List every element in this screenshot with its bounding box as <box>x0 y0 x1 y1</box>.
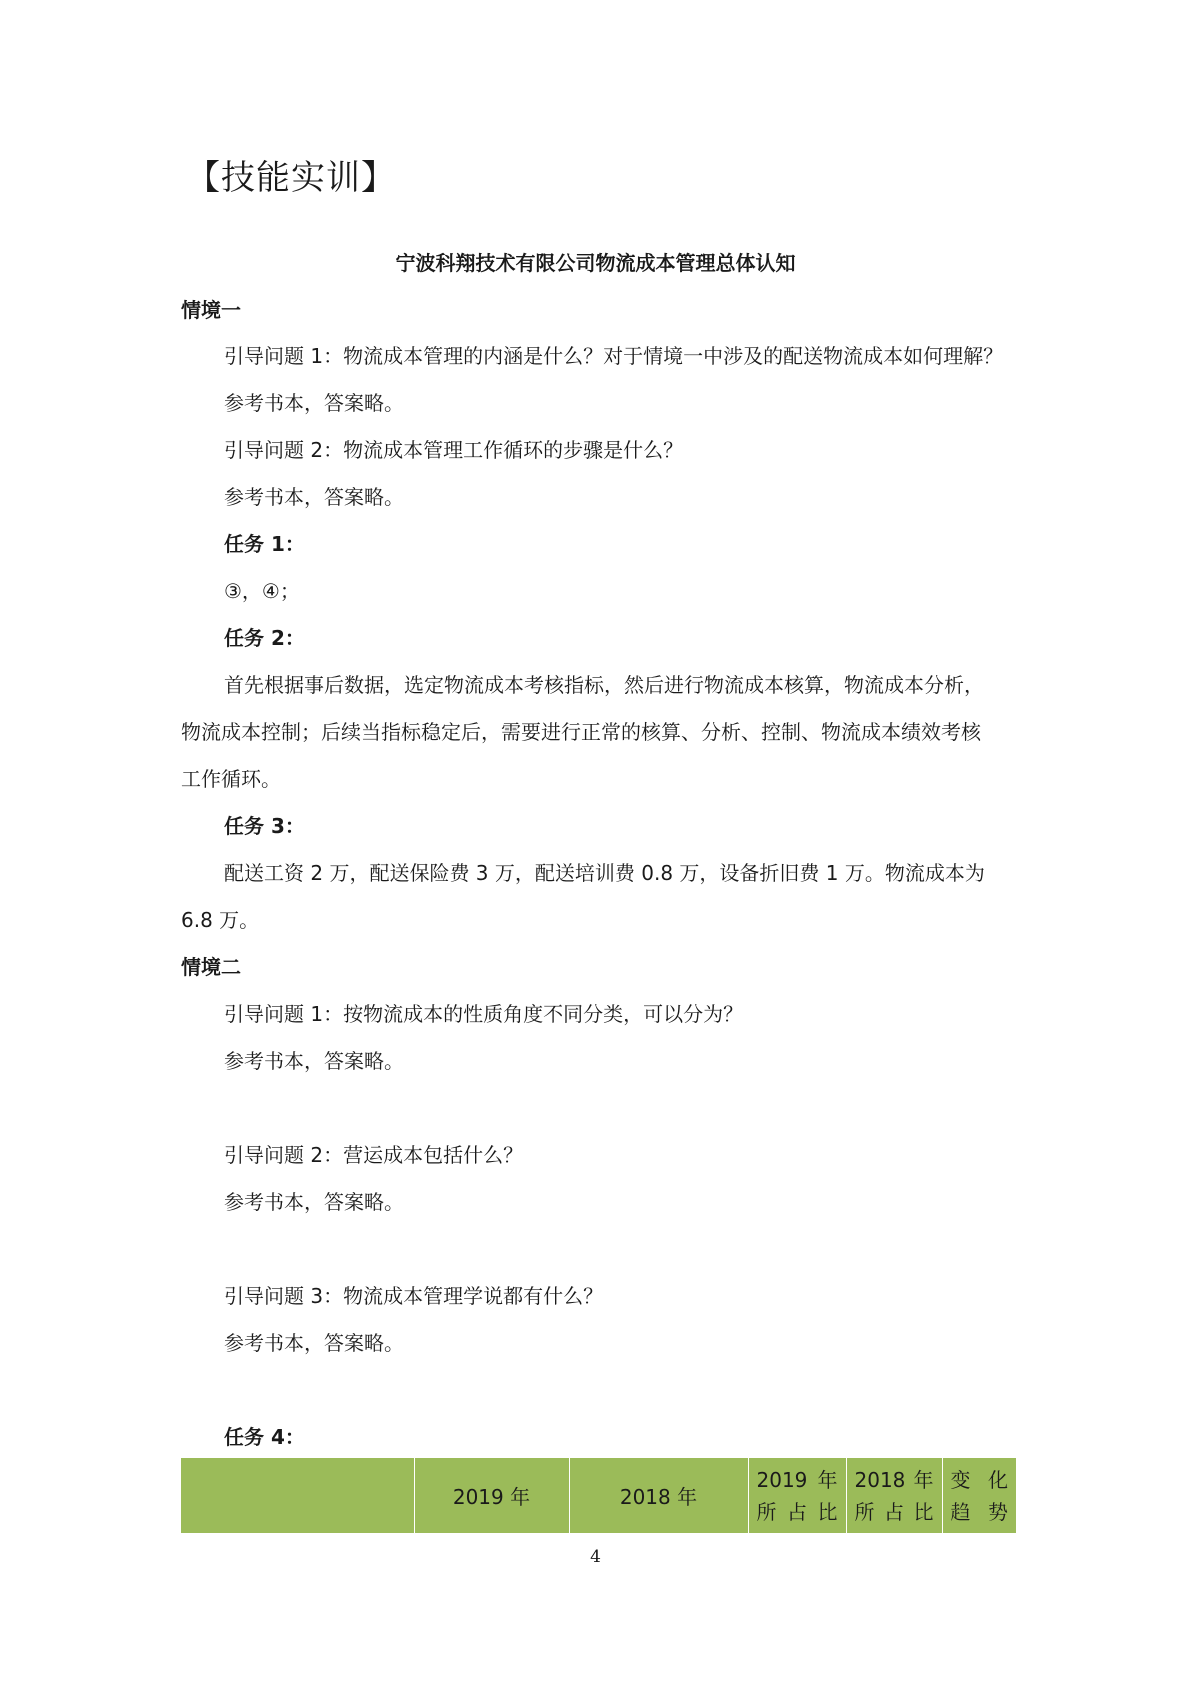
table-header-trend <box>942 1458 1016 1533</box>
scenario1-question1: 引导问题 1：物流成本管理的内涵是什么？对于情境一中涉及的配送物流成本如何理解？ <box>224 344 1004 368</box>
task1-label: 任务 1： <box>224 532 305 556</box>
header-2018-share-line1: 2018 年 <box>854 1467 934 1492</box>
scenario1-question2: 引导问题 2：物流成本管理工作循环的步骤是什么？ <box>224 438 684 462</box>
header-trend-line1: 变化 <box>950 1467 1008 1492</box>
header-2019-share-line1: 2019 年 <box>756 1467 838 1492</box>
task2-text-line1: 首先根据事后数据，选定物流成本考核指标，然后进行物流成本核算，物流成本分析， <box>224 673 984 697</box>
task2-text-line3: 工作循环。 <box>181 767 281 791</box>
scenario2-question1: 引导问题 1：按物流成本的性质角度不同分类，可以分为？ <box>224 1002 744 1026</box>
table-header-2018-share <box>846 1458 942 1533</box>
section-heading: 【技能实训】 <box>186 158 396 198</box>
task2-text-line2: 物流成本控制；后续当指标稳定后，需要进行正常的核算、分析、控制、物流成本绩效考核 <box>181 720 981 744</box>
table-header-2018: 2018 年 <box>569 1458 748 1533</box>
scenario2-answer3: 参考书本，答案略。 <box>224 1331 404 1355</box>
scenario2-label: 情境二 <box>181 955 241 979</box>
header-trend-line2: 趋势 <box>950 1499 1008 1524</box>
task4-table <box>181 1458 1016 1533</box>
header-2019-share-line2: 所占比 <box>756 1499 838 1524</box>
scenario2-question3: 引导问题 3：物流成本管理学说都有什么？ <box>224 1284 604 1308</box>
page-number: 4 <box>590 1547 601 1567</box>
table-header-2019: 2019 年 <box>414 1458 569 1533</box>
task1-answer: ③，④； <box>224 579 300 603</box>
table-header-row <box>181 1458 1016 1533</box>
scenario2-question2: 引导问题 2：营运成本包括什么？ <box>224 1143 524 1167</box>
scenario2-answer2: 参考书本，答案略。 <box>224 1190 404 1214</box>
scenario1-label: 情境一 <box>181 298 241 322</box>
table-header-2019-share <box>748 1458 846 1533</box>
header-2018-share-line2: 所占比 <box>854 1499 934 1524</box>
task3-label: 任务 3： <box>224 814 305 838</box>
table-header-blank <box>181 1458 414 1533</box>
scenario1-answer1: 参考书本，答案略。 <box>224 391 404 415</box>
scenario2-answer1: 参考书本，答案略。 <box>224 1049 404 1073</box>
scenario1-answer2: 参考书本，答案略。 <box>224 485 404 509</box>
task3-text-line2: 6.8 万。 <box>181 908 260 932</box>
document-title: 宁波科翔技术有限公司物流成本管理总体认知 <box>395 251 796 275</box>
task3-text-line1: 配送工资 2 万，配送保险费 3 万，配送培训费 0.8 万，设备折旧费 1 万。物流成本为 <box>224 861 985 885</box>
task4-label: 任务 4： <box>224 1425 305 1449</box>
task2-label: 任务 2： <box>224 626 305 650</box>
